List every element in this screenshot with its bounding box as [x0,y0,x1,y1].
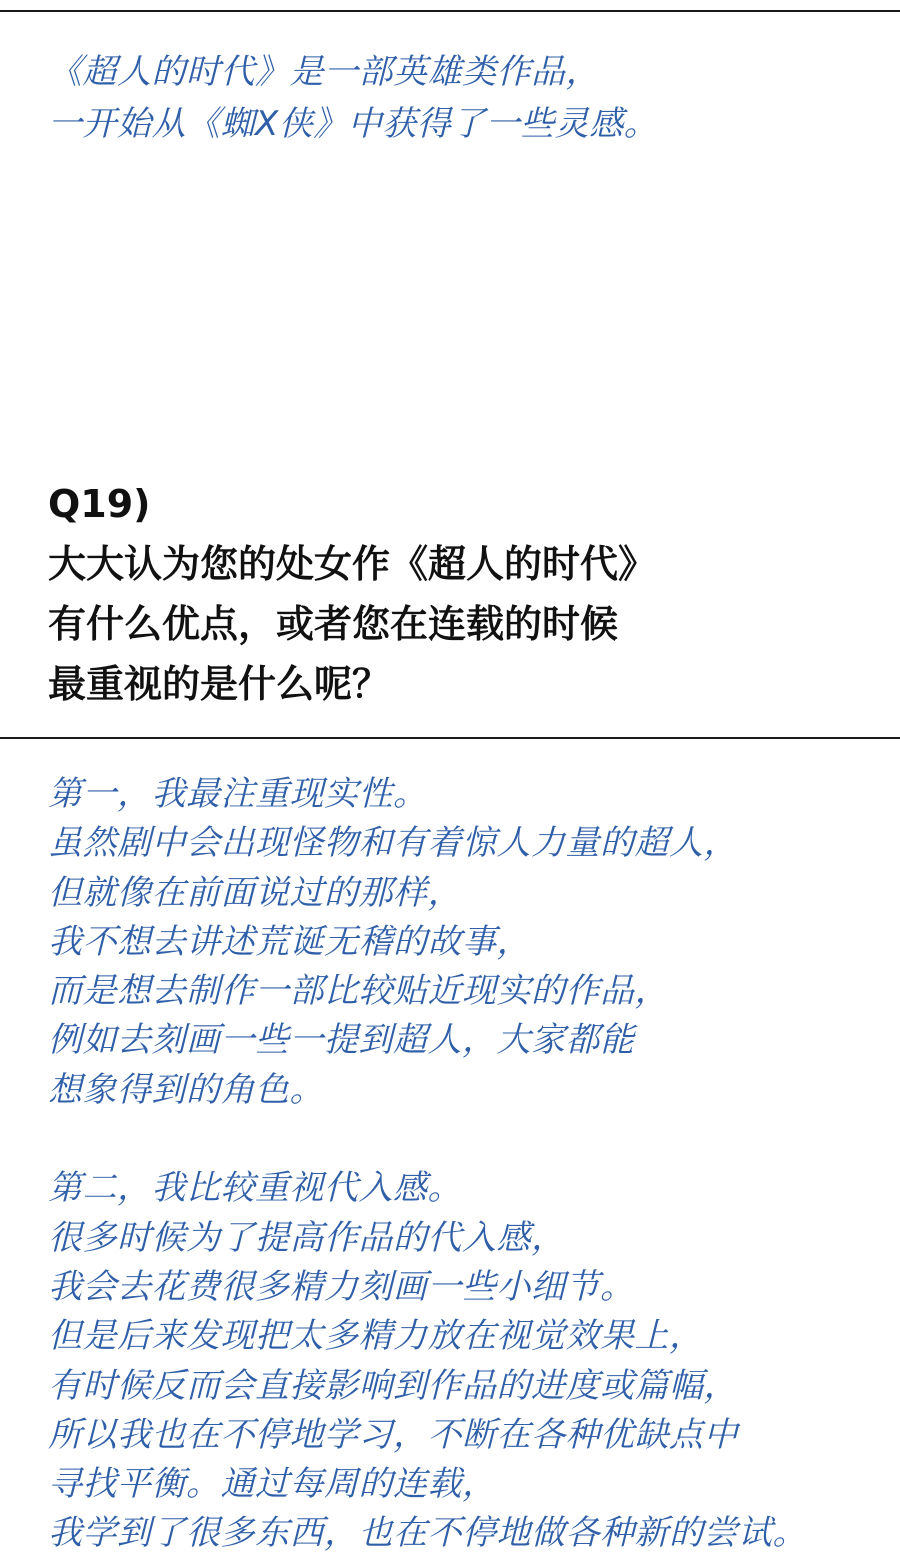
answer-line: 很多时候为了提高作品的代入感， [48,1217,566,1258]
answer-line: 但就像在前面说过的那样， [48,872,462,913]
top-divider [0,10,900,12]
answer-line: 而是想去制作一部比较贴近现实的作品， [48,971,669,1012]
answer-line: 所以我也在不停地学习，不断在各种优缺点中 [48,1414,738,1455]
question-line: 有什么优点，或者您在连载的时候 [48,602,619,646]
answer-line: 我不想去讲述荒诞无稽的故事， [48,921,531,962]
answer-line: 我会去花费很多精力刻画一些小细节。 [48,1266,635,1307]
question-line: 大大认为您的处女作《超人的时代》 [48,542,657,586]
intro-line: 《超人的时代》是一部英雄类作品， [48,52,600,92]
question-line: 最重视的是什么呢？ [48,662,391,706]
intro-text [48,46,888,150]
question-block [48,474,888,714]
answer-line: 例如去刻画一些一提到超人，大家都能 [48,1020,635,1061]
question-divider [0,737,900,739]
answer-text [48,770,888,1559]
intro-line: 一开始从《蜘X侠》中获得了一些灵感。 [48,104,659,144]
answer-line: 但是后来发现把太多精力放在视觉效果上， [48,1316,704,1357]
answer-line: 虽然剧中会出现怪物和有着惊人力量的超人， [48,823,738,864]
answer-line: 第一，我最注重现实性。 [48,774,428,814]
paragraph-gap [48,1115,888,1164]
answer-paragraph-1 [48,770,888,1115]
question-number: Q19) [48,482,151,526]
answer-line: 寻找平衡。通过每周的连载， [48,1464,497,1505]
answer-line: 第二，我比较重视代入感。 [48,1168,462,1209]
answer-line: 有时候反而会直接影响到作品的进度或篇幅， [48,1365,738,1406]
answer-line: 想象得到的角色。 [48,1069,324,1110]
answer-line: 我学到了很多东西，也在不停地做各种新的尝试。 [48,1513,807,1554]
answer-paragraph-2 [48,1164,888,1558]
